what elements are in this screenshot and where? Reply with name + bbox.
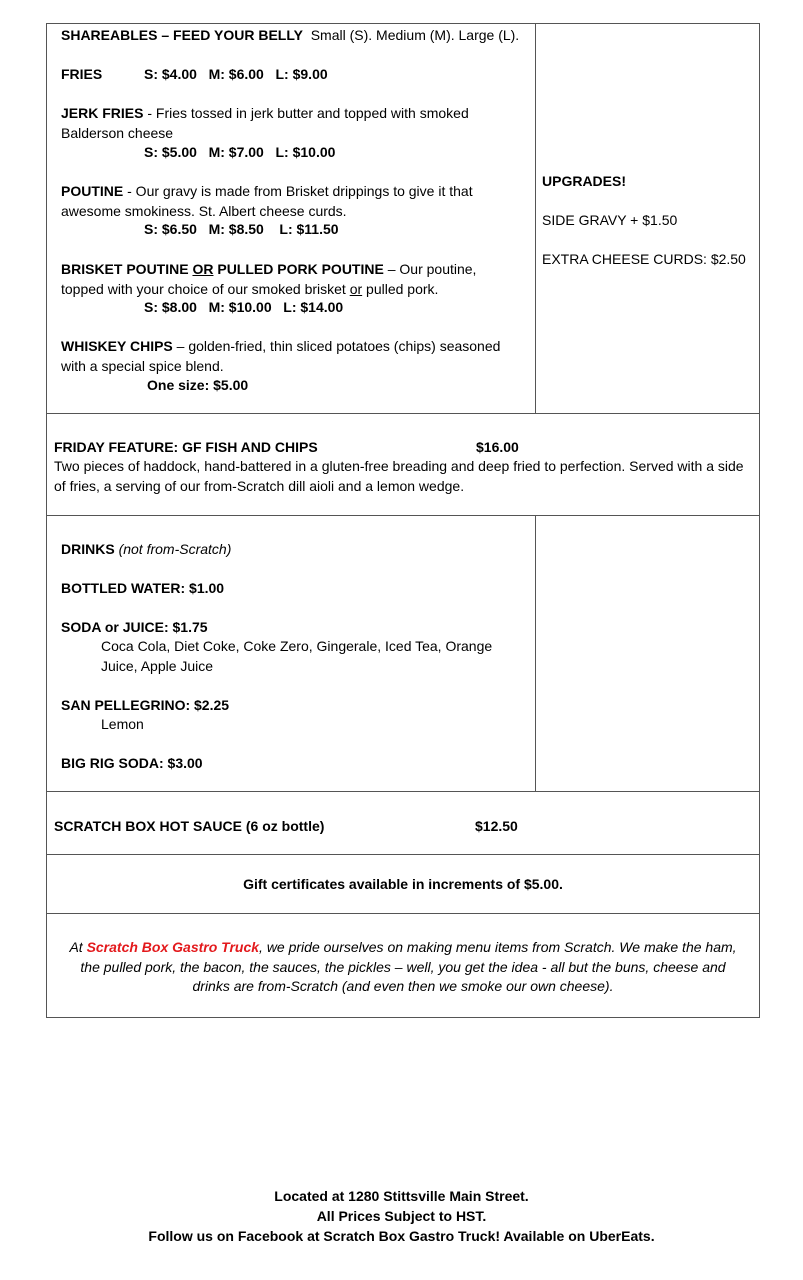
poutine-item bbox=[61, 182, 501, 221]
brisket-poutine-desc-b: pulled pork. bbox=[362, 280, 439, 297]
gift-certificate-note: Gift certificates available in increments of $5.00. bbox=[243, 876, 563, 892]
brisket-poutine-item bbox=[61, 260, 516, 299]
drink-bottled-water: BOTTLED WATER: $1.00 bbox=[61, 580, 225, 596]
whiskey-chips-item bbox=[61, 337, 516, 376]
brisket-poutine-name-b: PULLED PORK POUTINE bbox=[213, 261, 384, 277]
brisket-poutine-name-or: OR bbox=[192, 261, 214, 277]
shareables-heading: SHAREABLES – FEED YOUR BELLY bbox=[61, 27, 303, 43]
upgrade-side-gravy: SIDE GRAVY + $1.50 bbox=[542, 212, 678, 228]
upgrade-cheese-curds: EXTRA CHEESE CURDS: $2.50 bbox=[542, 251, 746, 267]
hot-sauce-title: SCRATCH BOX HOT SAUCE (6 oz bottle) bbox=[54, 818, 325, 834]
hot-sauce-row bbox=[47, 792, 759, 855]
column-divider bbox=[535, 24, 536, 413]
drinks-heading: DRINKS bbox=[61, 541, 115, 557]
brisket-poutine-name-a: BRISKET POUTINE bbox=[61, 261, 193, 277]
drink-pellegrino-options: Lemon bbox=[101, 716, 144, 732]
jerk-fries-item bbox=[61, 104, 501, 143]
jerk-fries-name: JERK FRIES bbox=[61, 105, 144, 121]
whiskey-chips-desc: – golden-fried, thin sliced potatoes (chips) seasoned with a special spice blend. bbox=[61, 338, 501, 374]
shareables-row bbox=[47, 24, 759, 414]
shareables-heading-line bbox=[61, 26, 519, 46]
drink-soda-juice: SODA or JUICE: $1.75 bbox=[61, 619, 208, 635]
about-text bbox=[61, 938, 745, 997]
jerk-fries-prices: S: $5.00 M: $7.00 L: $10.00 bbox=[144, 144, 336, 160]
poutine-desc: - Our gravy is made from Brisket drippings to give it that awesome smokiness. St. Albert cheese curds. bbox=[61, 183, 473, 219]
brisket-poutine-desc-a: – Our poutine, topped with your choice of our smoked brisket bbox=[61, 261, 477, 297]
menu-table bbox=[46, 23, 760, 1018]
upgrades-heading: UPGRADES! bbox=[542, 173, 627, 189]
about-prefix: At bbox=[69, 939, 87, 955]
footer-location: Located at 1280 Stittsville Main Street. bbox=[274, 1188, 529, 1204]
drink-soda-options: Coca Cola, Diet Coke, Coke Zero, Gingerale, Iced Tea, Orange Juice, Apple Juice bbox=[101, 638, 493, 674]
jerk-fries-desc: - Fries tossed in jerk butter and topped with smoked Balderson cheese bbox=[61, 105, 469, 141]
footer bbox=[0, 1186, 803, 1246]
about-brand: Scratch Box Gastro Truck bbox=[86, 939, 260, 955]
friday-feature-desc: Two pieces of haddock, hand-battered in a gluten-free breading and deep fried to perfection. Served with a side of fries, a serving of our from-Scratch dill aioli and a lemon wedge. bbox=[54, 458, 744, 494]
about-body: , we pride ourselves on making menu items from Scratch. We make the ham, the pulled pork, the bacon, the sauces, the pickles – well, you get the idea - all but the buns, cheese and drinks are from-Scratch (and even then we smoke our own cheese). bbox=[80, 939, 737, 994]
drink-big-rig-soda: BIG RIG SODA: $3.00 bbox=[61, 755, 203, 771]
gift-certificate-row bbox=[47, 855, 759, 914]
friday-feature-title: FRIDAY FEATURE: GF FISH AND CHIPS bbox=[54, 439, 318, 455]
fries-item bbox=[61, 65, 102, 85]
poutine-name: POUTINE bbox=[61, 183, 124, 199]
drinks-heading-line bbox=[61, 540, 231, 560]
sizes-note: Small (S). Medium (M). Large (L). bbox=[310, 27, 520, 43]
hot-sauce-price: $12.50 bbox=[475, 818, 518, 834]
column-divider bbox=[535, 516, 536, 791]
brisket-poutine-desc-or: or bbox=[349, 280, 363, 297]
friday-feature-price: $16.00 bbox=[476, 439, 519, 455]
drinks-heading-note: (not from-Scratch) bbox=[118, 541, 232, 557]
brisket-poutine-prices: S: $8.00 M: $10.00 L: $14.00 bbox=[144, 299, 344, 315]
drink-san-pellegrino: SAN PELLEGRINO: $2.25 bbox=[61, 697, 230, 713]
friday-feature-row bbox=[47, 414, 759, 516]
footer-tax-note: All Prices Subject to HST. bbox=[316, 1208, 487, 1224]
footer-social: Follow us on Facebook at Scratch Box Gastro Truck! Available on UberEats. bbox=[148, 1228, 655, 1244]
fries-prices: S: $4.00 M: $6.00 L: $9.00 bbox=[144, 66, 328, 82]
drinks-row bbox=[47, 516, 759, 792]
whiskey-chips-prices: One size: $5.00 bbox=[147, 377, 249, 393]
whiskey-chips-name: WHISKEY CHIPS bbox=[61, 338, 173, 354]
about-row bbox=[47, 914, 759, 1017]
fries-name: FRIES bbox=[61, 66, 103, 82]
poutine-prices: S: $6.50 M: $8.50 L: $11.50 bbox=[144, 221, 339, 237]
